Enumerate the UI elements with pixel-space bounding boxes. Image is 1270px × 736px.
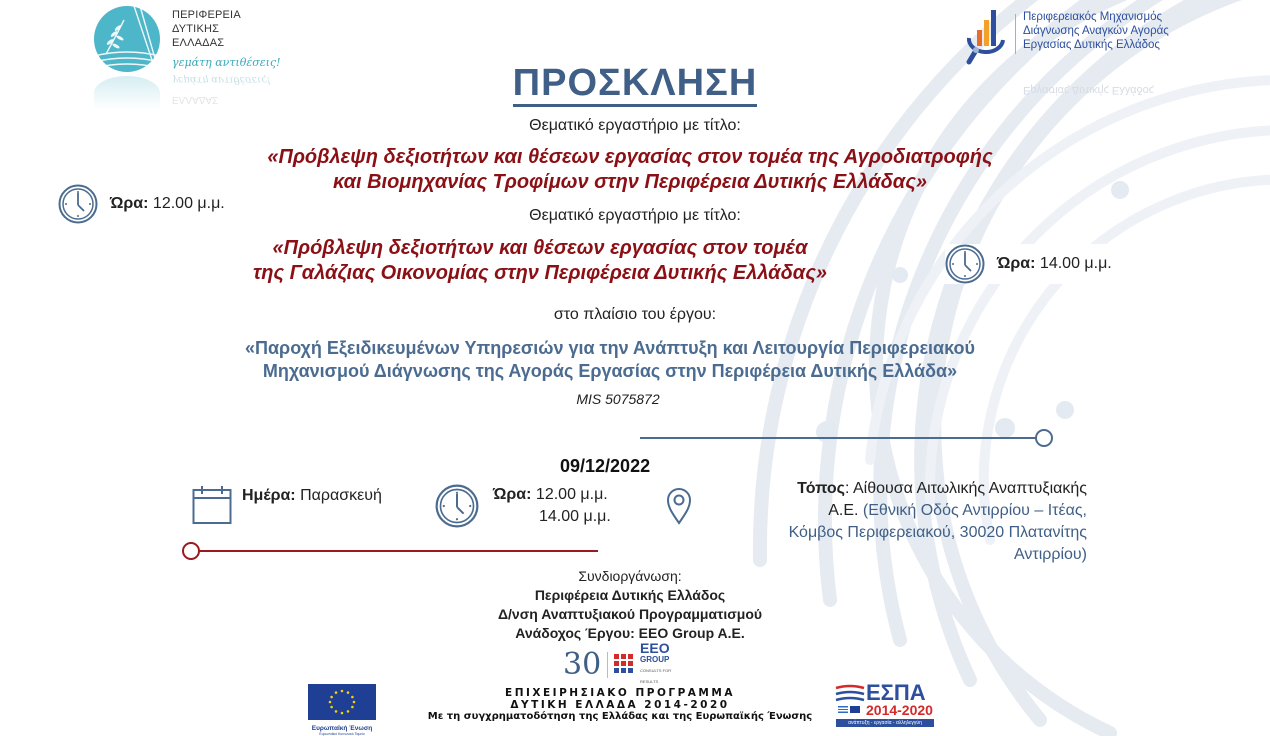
clock-icon (945, 244, 985, 284)
event-day-text: Ημέρα: Παρασκευή (242, 487, 382, 504)
project-intro: στο πλαίσιο του έργου: (553, 306, 717, 323)
workshop2-time (945, 244, 1126, 284)
espa-logo: ΕΣΠΑ 2014-2020 ανάπτυξη - εργασία - αλληλεγγύη (836, 682, 934, 728)
greek-flag-icon (838, 706, 848, 713)
organizers: Συνδιοργάνωση: Περιφέρεια Δυτικής Ελλάδος Δ/νση Αναπτυξιακού Προγραμματισμού Ανάδοχος Έργου: EEO Group A.E. (497, 568, 763, 641)
mis-code: MIS 5075872 (576, 391, 660, 407)
calendar-icon (192, 485, 232, 525)
workshop2-time-text: Ώρα: 14.00 μ.μ. (997, 255, 1112, 272)
divider-circle-red (182, 542, 200, 560)
page-title: ΠΡΟΣΚΛΗΣΗ (0, 62, 1270, 105)
logo-divider (1015, 14, 1016, 54)
clock-icon (435, 484, 479, 528)
divider-line-red (190, 550, 598, 552)
event-time-text: Ώρα: 12.00 μ.μ. 14.00 μ.μ. (493, 486, 611, 525)
eu-flag-icon (308, 684, 376, 720)
event-date: 09/12/2022 (560, 456, 651, 476)
regional-mechanism-logo-reflection: Εργασίας Δυτικής Ελλάδος (1023, 84, 1154, 96)
workshop1-intro: Θεματικό εργαστήριο με τίτλο: (529, 117, 741, 134)
event-place: Τόπος: Αίθουσα Αιτωλικής Αναπτυξιακής Α.Ε. (Εθνική Οδός Αντιρρίου – Ιτέας, Κόμβος Περιφερειακού, 30020 Πλατανίτης Αντιρρίου) (788, 480, 1087, 563)
workshop2-intro: Θεματικό εργαστήριο με τίτλο: (529, 207, 741, 224)
workshop1-title: «Πρόβλεψη δεξιοτήτων και θέσεων εργασίας στον τομέα της Αγροδιατροφής και Βιομηχανίας Τροφίμων στην Περιφέρεια Δυτικής Ελλάδας» (267, 146, 993, 193)
espa-waves-icon (836, 684, 864, 706)
event-day (192, 485, 382, 525)
regional-mechanism-logo-text: Περιφερειακός Μηχανισμός Διάγνωσης Αναγκών Αγοράς Εργασίας Δυτικής Ελλάδος (1023, 11, 1169, 51)
workshop1-time-text: Ώρα: 12.00 μ.μ. (110, 195, 225, 212)
region-logo-slogan-reflection: γεμάτη αντιθέσεις! (172, 74, 271, 85)
eu-mini-flag-icon (850, 706, 860, 713)
eu-logo: Ευρωπαϊκή Ένωση Ευρωπαϊκό Κοινωνικό Ταμείο (308, 684, 376, 732)
workshop2-title: «Πρόβλεψη δεξιοτήτων και θέσεων εργασίας στον τομέα της Γαλάζιας Οικονομίας στην Περιφέρεια Δυτικής Ελλάδας» (253, 237, 827, 284)
region-logo-text-reflection: ΕΛΛΑΔΑΣ (172, 94, 219, 105)
event-time (435, 484, 611, 528)
region-logo-slogan: γεμάτη αντιθέσεις! (172, 56, 281, 69)
project-title: «Παροχή Εξειδικευμένων Υπηρεσιών για την Ανάπτυξη και Λειτουργία Περιφερειακού Μηχανισμού Διάγνωσης της Αγοράς Εργασίας στην Περιφέρεια Δυτικής Ελλάδα» (244, 338, 975, 381)
eeo-grid-icon (614, 654, 634, 676)
region-logo-text: ΠΕΡΙΦΕΡΕΙΑ ΔΥΤΙΚΗΣ ΕΛΛΑΔΑΣ (172, 9, 241, 49)
bar-chart-magnifier-icon (965, 8, 1007, 66)
divider-circle-blue (1035, 429, 1053, 447)
divider-line-blue (640, 437, 1038, 439)
eeo-group-logo: 30 EEO GROUP CONSULTS FOR RESULTS (563, 640, 672, 684)
location-pin-icon (666, 487, 692, 525)
operational-program: ΕΠΙΧΕΙΡΗΣΙΑΚΟ ΠΡΟΓΡΑΜΜΑ ΔΥΤΙΚΗ ΕΛΛΑΔΑ 2014-2020 Με τη συγχρηματοδότηση της Ελλάδας και της Ευρωπαϊκής Ένωσης (427, 687, 813, 722)
